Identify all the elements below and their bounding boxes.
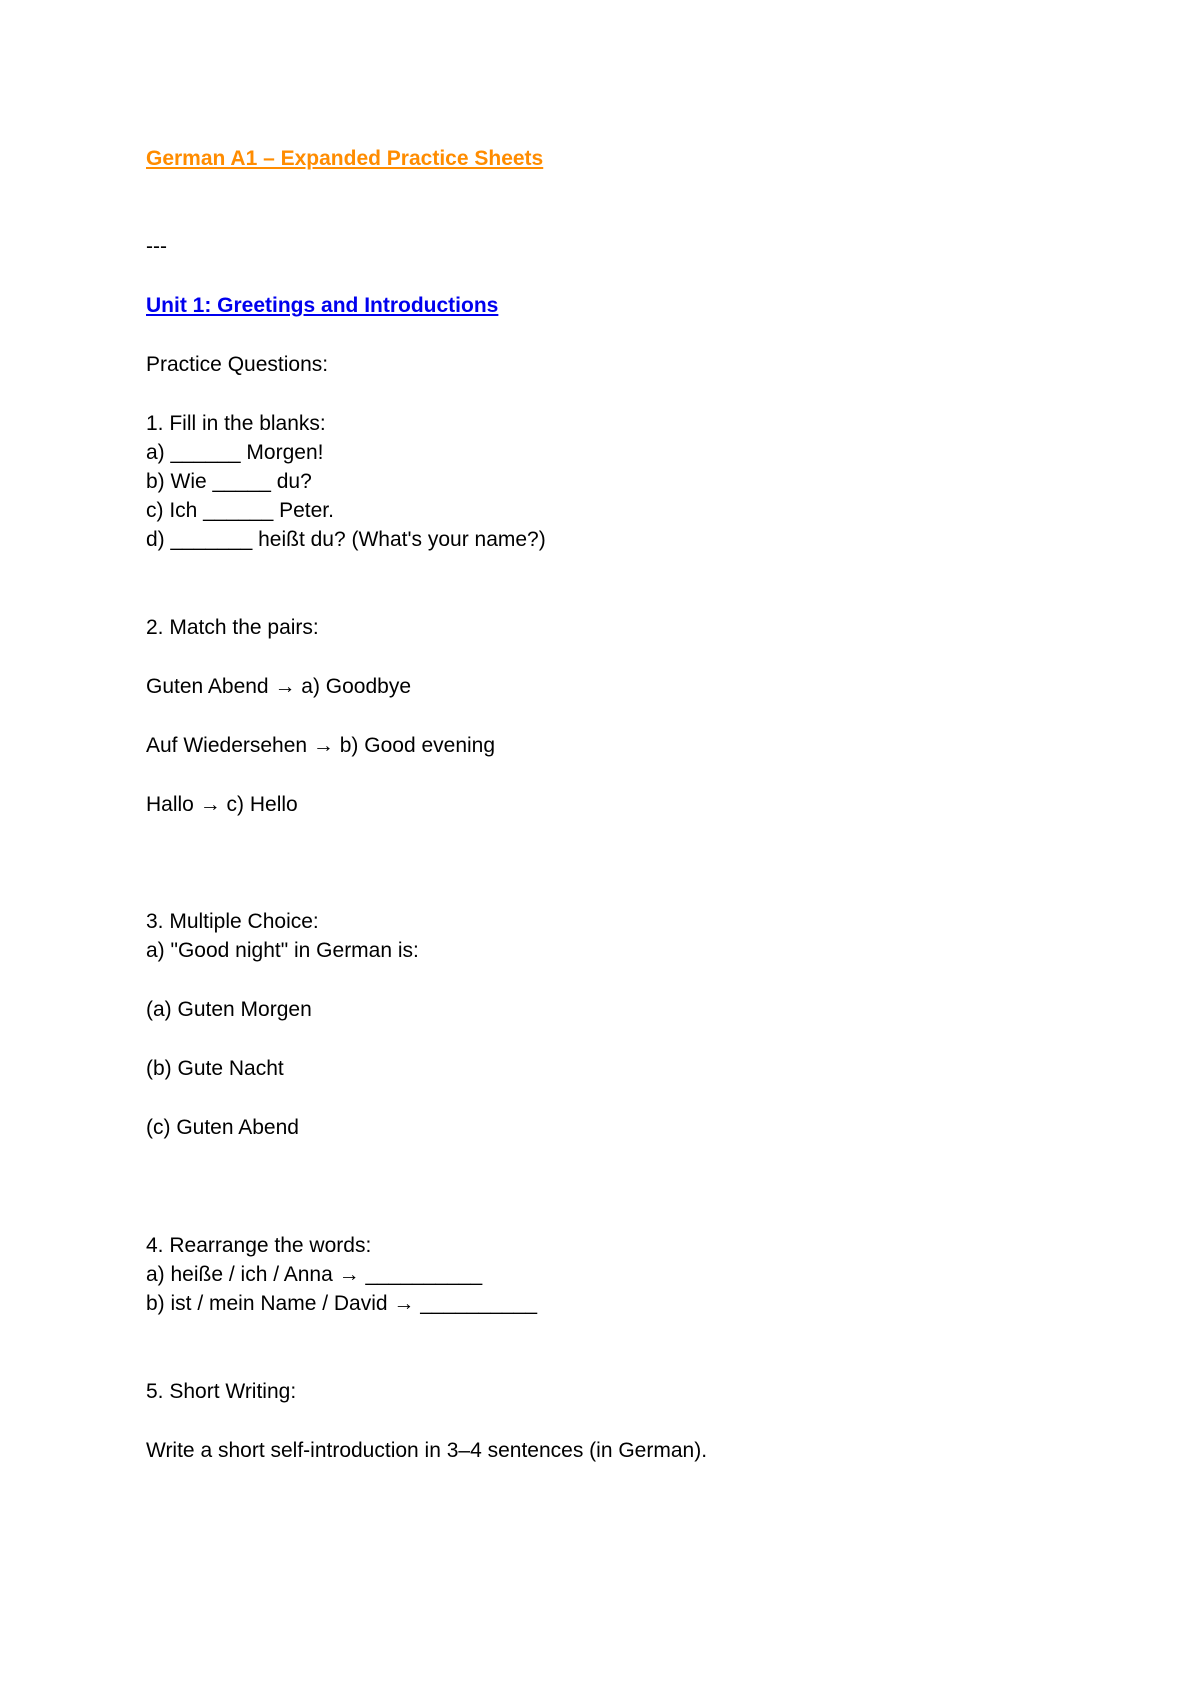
q1-item-c: c) Ich ______ Peter. (146, 499, 334, 522)
q1-item-a: a) ______ Morgen! (146, 441, 324, 464)
q2-item-2: Auf Wiedersehen → b) Good evening (146, 734, 496, 757)
q1-heading: 1. Fill in the blanks: (146, 412, 326, 435)
q4-item-a: a) heiße / ich / Anna → __________ (146, 1263, 483, 1286)
separator: --- (146, 235, 167, 258)
q4-item-b: b) ist / mein Name / David → __________ (146, 1292, 538, 1315)
q2-heading: 2. Match the pairs: (146, 616, 319, 639)
q5-heading: 5. Short Writing: (146, 1380, 297, 1403)
q3-question: a) "Good night" in German is: (146, 939, 419, 962)
q3-option-a: (a) Guten Morgen (146, 998, 312, 1021)
q5-instruction: Write a short self-introduction in 3–4 sentences (in German). (146, 1439, 708, 1462)
q2-item-3: Hallo → c) Hello (146, 793, 298, 816)
q3-option-c: (c) Guten Abend (146, 1116, 299, 1139)
q3-option-b: (b) Gute Nacht (146, 1057, 284, 1080)
q1-item-b: b) Wie _____ du? (146, 470, 312, 493)
q1-item-d: d) _______ heißt du? (What's your name?) (146, 528, 546, 551)
document-title: German A1 – Expanded Practice Sheets (146, 147, 544, 170)
q2-item-1: Guten Abend → a) Goodbye (146, 675, 412, 698)
practice-label: Practice Questions: (146, 353, 329, 376)
unit-heading[interactable]: Unit 1: Greetings and Introductions (146, 294, 499, 317)
q4-heading: 4. Rearrange the words: (146, 1234, 372, 1257)
q3-heading: 3. Multiple Choice: (146, 910, 319, 933)
